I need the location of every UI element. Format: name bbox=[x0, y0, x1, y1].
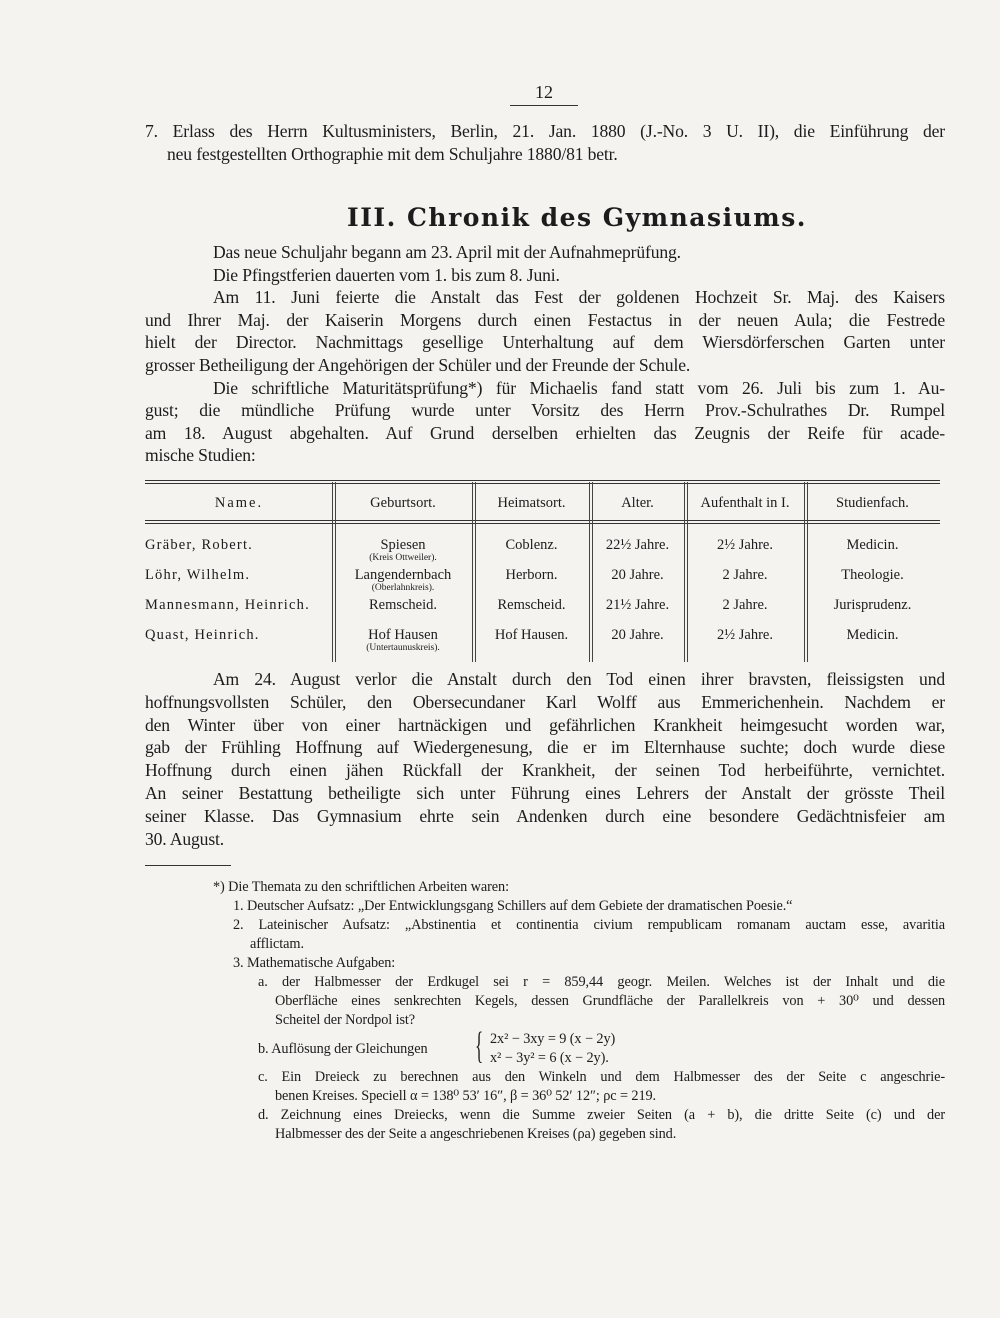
table-header-cell: Geburtsort. bbox=[370, 495, 436, 511]
table-cell-stay bbox=[685, 567, 805, 583]
table-cell-age bbox=[590, 567, 685, 583]
cell-text: Herborn. bbox=[505, 567, 558, 583]
footnote-divider bbox=[145, 865, 231, 866]
cell-text: 22½ Jahre. bbox=[605, 537, 670, 553]
text-line: Hoffnung durch einen jähen Rückfall der Krankheit, der seinen Tod herbeiführte, vernichtet. bbox=[145, 760, 945, 781]
table-cell-subject bbox=[805, 537, 940, 553]
text-line: Am 11. Juni feierte die Anstalt das Fest der goldenen Hochzeit Sr. Maj. des Kaisers bbox=[213, 287, 945, 308]
cell-text: Mannesmann, Heinrich. bbox=[145, 597, 310, 613]
brace-symbol: { bbox=[474, 1025, 484, 1067]
text-line: An seiner Bestattung betheiligte sich unter Führung eines Lehrers der Anstalt der grösste Theil bbox=[145, 782, 945, 803]
text-line: den Winter über von einer hartnäckigen und gefährlichen Krankheit heimgesucht worden war, bbox=[145, 714, 945, 735]
table-cell-hometown bbox=[473, 537, 590, 553]
cell-text: Medicin. bbox=[846, 627, 899, 643]
birthplace-district: (Untertaunuskreis). bbox=[366, 643, 440, 653]
table-header-cell: Name. bbox=[214, 495, 264, 511]
cell-text: 20 Jahre. bbox=[611, 567, 664, 583]
table-header-cell: Studienfach. bbox=[836, 495, 909, 511]
text-line: neu festgestellten Orthographie mit dem Schuljahre 1880/81 betr. bbox=[167, 143, 618, 164]
cell-text: Theologie. bbox=[841, 567, 904, 583]
section-heading: III. Chronik des Gymnasiums. bbox=[347, 203, 807, 232]
text-line: Die schriftliche Maturitätsprüfung*) für Michaelis fand statt vom 26. Juli bis zum 1. Au- bbox=[213, 377, 945, 398]
table-cell-age bbox=[590, 627, 685, 643]
cell-text: 2½ Jahre. bbox=[717, 537, 773, 553]
text-line: benen Kreises. Speciell α = 138⁰ 53′ 16″, β = 36⁰ 52′ 12″; ρc = 219. bbox=[275, 1088, 657, 1104]
text-line: hielt der Director. Nachmittags gesellige Unterhaltung auf dem Wiersdörferschen Garten unter bbox=[145, 332, 945, 353]
cell-text: 2½ Jahre. bbox=[717, 627, 773, 643]
cell-text: Hof Hausen bbox=[368, 627, 438, 643]
text-line: Am 24. August verlor die Anstalt durch den Tod einen ihrer bravsten, fleissigsten und bbox=[213, 669, 945, 689]
footnote-item-3: 3. Mathematische Aufgaben: bbox=[233, 955, 396, 971]
text-line: b. Auflösung der Gleichungen bbox=[258, 1041, 428, 1057]
decree-item-7 bbox=[145, 120, 945, 165]
table-cell-birthplace bbox=[333, 627, 473, 653]
table-cell-stay bbox=[685, 537, 805, 553]
cell-text: Medicin. bbox=[846, 537, 899, 553]
table-cell-hometown bbox=[473, 567, 590, 583]
table-cell-name bbox=[145, 597, 333, 613]
birthplace-district: (Kreis Ottweiler). bbox=[369, 553, 437, 563]
cell-text: Coblenz. bbox=[505, 537, 558, 553]
cell-text: 2 Jahre. bbox=[722, 597, 768, 613]
cell-text: Langendernbach bbox=[354, 567, 452, 583]
text-line: gust; die mündliche Prüfung wurde unter Vorsitz des Herrn Prov.-Schulrathes Dr. Rumpel bbox=[145, 400, 945, 421]
math-task-a: a. der Halbmesser der Erdkugel sei r = 859,44 geogr. Meilen. Welches ist der Inhalt und die bbox=[258, 974, 945, 990]
cell-text: Löhr, Wilhelm. bbox=[145, 567, 251, 583]
table-cell-name bbox=[145, 627, 333, 643]
cell-text: Spiesen bbox=[380, 537, 426, 553]
table-cell-name bbox=[145, 567, 333, 583]
text-line: und Ihrer Maj. der Kaiserin Morgens durch einen Festactus in der neuen Aula; die Festrede bbox=[145, 309, 945, 330]
table-cell-birthplace bbox=[333, 537, 473, 563]
table-cell-hometown bbox=[473, 627, 590, 643]
cell-text: Gräber, Robert. bbox=[145, 537, 254, 553]
math-task-d: d. Zeichnung eines Dreiecks, wenn die Summe zweier Seiten (a + b), die dritte Seite (c) und der bbox=[258, 1107, 945, 1123]
cell-text: Hof Hausen. bbox=[494, 627, 569, 643]
math-task-b bbox=[258, 1025, 945, 1068]
text-line: Oberfläche eines senkrechten Kegels, dessen Grundfläche der Parallelkreis von + 30⁰ und dessen bbox=[275, 993, 945, 1009]
table-cell-name bbox=[145, 537, 333, 553]
table-rule bbox=[145, 520, 940, 524]
footnote-item-2: 2. Lateinischer Aufsatz: „Abstinentia et continentia civium rempublicam romanam auctam esse, avaritia bbox=[233, 917, 945, 933]
text-line: hoffnungsvollsten Schüler, den Obersecundaner Karl Wolff aus Emmerichenhein. Nachdem er bbox=[145, 691, 945, 712]
equation-1: 2x² − 3xy = 9 (x − 2y) bbox=[490, 1031, 616, 1047]
footnote bbox=[213, 878, 945, 1144]
text-line: seiner Klasse. Das Gymnasium ehrte sein Andenken durch eine besondere Gedächtnisfeier am bbox=[145, 805, 945, 826]
table-header-cell: Alter. bbox=[621, 495, 654, 511]
graduates-table bbox=[145, 478, 940, 663]
text-line: Die Pfingstferien dauerten vom 1. bis zum 8. Juni. bbox=[213, 264, 560, 285]
cell-text: Remscheid. bbox=[368, 597, 438, 613]
birthplace-district: (Oberlahnkreis). bbox=[371, 583, 435, 593]
text-line: am 18. August abgehalten. Auf Grund derselben erhielten das Zeugnis der Reife für acade- bbox=[145, 422, 945, 443]
math-task-c: c. Ein Dreieck zu berechnen aus den Winkeln und dem Halbmesser des der Seite c angeschrie- bbox=[258, 1069, 945, 1085]
table-cell-subject bbox=[805, 597, 940, 613]
cell-text: 2 Jahre. bbox=[722, 567, 768, 583]
cell-text: 21½ Jahre. bbox=[605, 597, 670, 613]
table-cell-birthplace bbox=[333, 597, 473, 613]
text-line: 30. August. bbox=[145, 828, 224, 849]
text-line: grosser Betheiligung der Angehörigen der Schüler und der Freunde der Schule. bbox=[145, 354, 691, 375]
text-line: Halbmesser des der Seite a angeschriebenen Kreises (ρa) gegeben sind. bbox=[275, 1126, 677, 1142]
cell-text: Remscheid. bbox=[497, 597, 566, 613]
table-cell-stay bbox=[685, 597, 805, 613]
obituary-paragraph bbox=[145, 668, 945, 850]
text-line: Scheitel der Nordpol ist? bbox=[275, 1012, 416, 1028]
page-number: 12 bbox=[510, 82, 578, 106]
table-rule bbox=[145, 480, 940, 484]
table-cell-birthplace bbox=[333, 567, 473, 593]
footnote-item-1: 1. Deutscher Aufsatz: „Der Entwicklungsgang Schillers auf dem Gebiete der dramatischen Poesie.“ bbox=[233, 898, 793, 914]
text-line: gab der Frühling Hoffnung auf Wiedergenesung, die er im Elternhause suchte; doch wurde diese bbox=[145, 737, 945, 758]
text-line: mische Studien: bbox=[145, 445, 256, 466]
cell-text: Quast, Heinrich. bbox=[145, 627, 260, 643]
text-line: afflictam. bbox=[250, 936, 304, 952]
table-cell-hometown bbox=[473, 597, 590, 613]
chronicle-text bbox=[145, 241, 945, 467]
text-line: 7. Erlass des Herrn Kultusministers, Berlin, 21. Jan. 1880 (J.-No. 3 U. II), die Einführung der bbox=[145, 121, 945, 141]
table-cell-subject bbox=[805, 567, 940, 583]
cell-text: 20 Jahre. bbox=[611, 627, 664, 643]
cell-text: Jurisprudenz. bbox=[833, 597, 912, 613]
table-header-cell: Aufenthalt in I. bbox=[700, 495, 790, 511]
equation-2: x² − 3y² = 6 (x − 2y). bbox=[490, 1050, 609, 1066]
table-header-cell: Heimatsort. bbox=[497, 495, 566, 511]
table-cell-subject bbox=[805, 627, 940, 643]
table-cell-age bbox=[590, 537, 685, 553]
table-cell-stay bbox=[685, 627, 805, 643]
text-line: Das neue Schuljahr begann am 23. April mit der Aufnahmeprüfung. bbox=[213, 242, 681, 262]
table-cell-age bbox=[590, 597, 685, 613]
footnote-intro: *) Die Themata zu den schriftlichen Arbeiten waren: bbox=[213, 879, 509, 895]
